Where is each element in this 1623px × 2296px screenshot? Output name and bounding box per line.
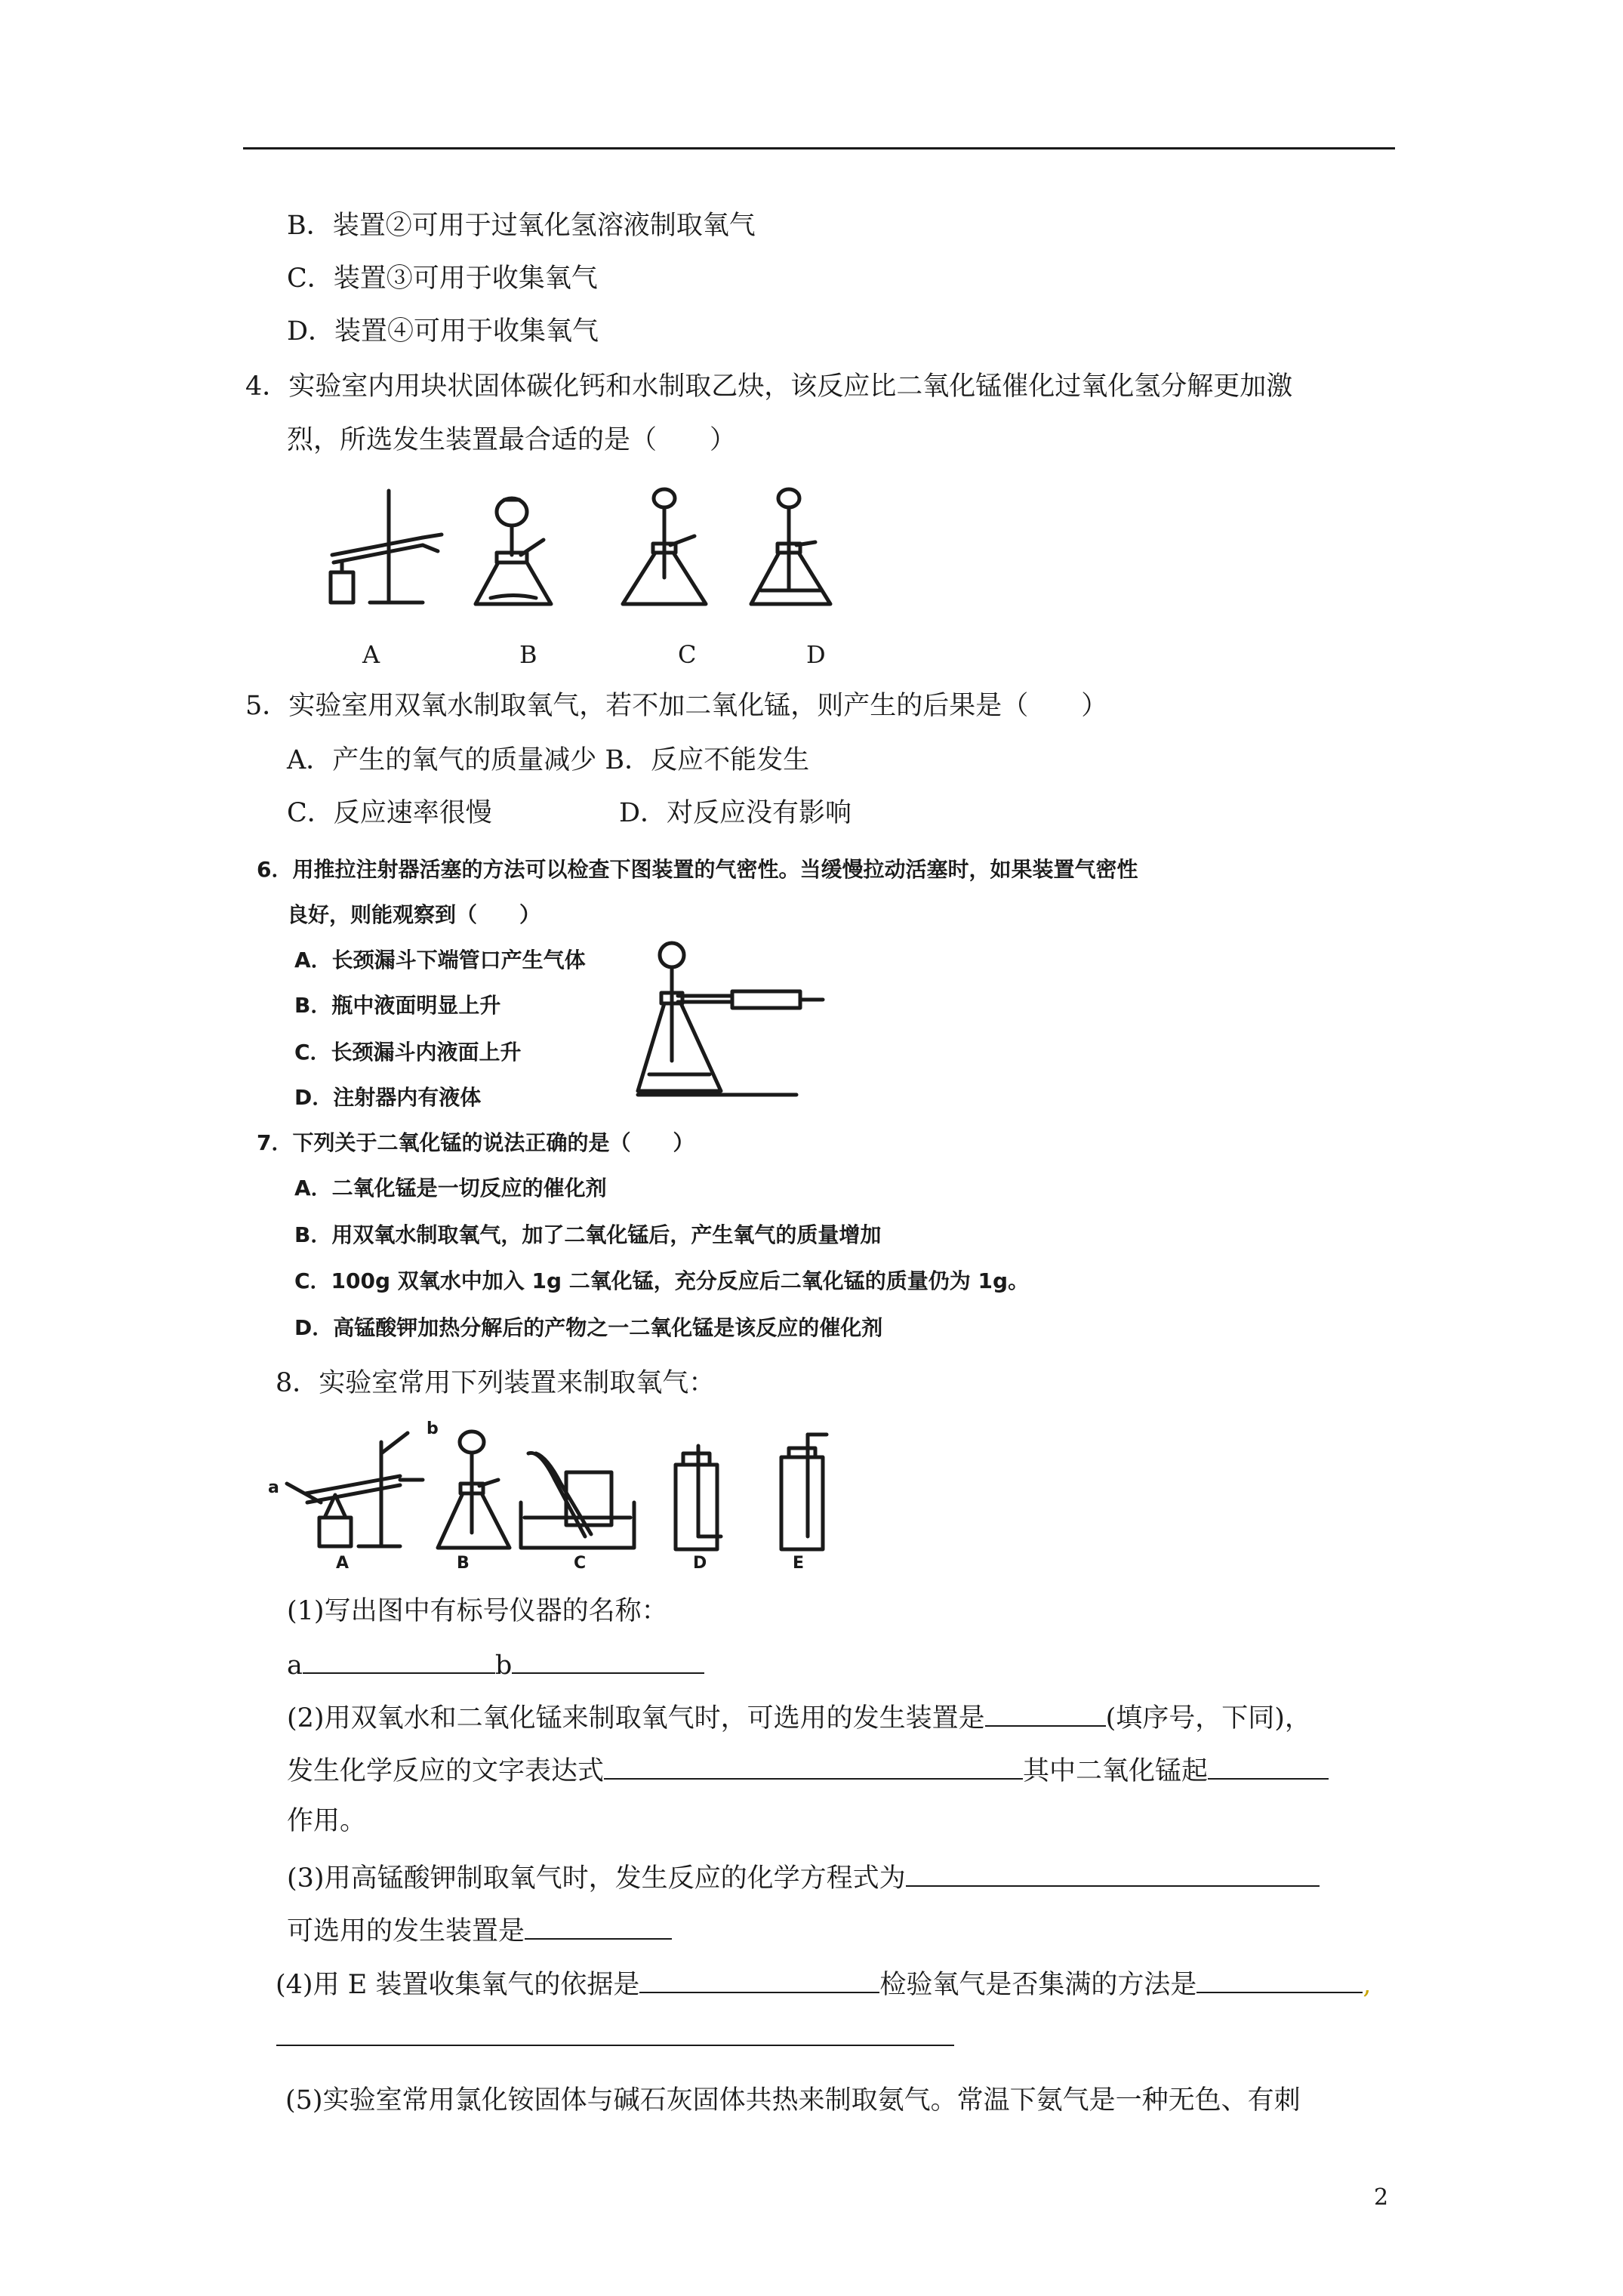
q8-part2-line2 [287, 1755, 1329, 1785]
q8-label-c: C [574, 1554, 587, 1573]
q4-stem-line1: 4．实验室内用块状固体碳化钙和水制取乙炔，该反应比二氧化锰催化过氧化氢分解更加激 [245, 371, 1293, 402]
q8-part3-line1 [287, 1863, 1320, 1892]
q8-apparatus-a [287, 1442, 423, 1546]
q8-part4-check-blank[interactable] [1196, 1969, 1363, 1993]
q8-part3-equation-blank[interactable] [906, 1863, 1320, 1887]
page-number: 2 [1374, 2184, 1389, 2211]
q6-option-c: C．长颈漏斗内液面上升 [294, 1040, 522, 1065]
q8-part2-line3: 作用。 [287, 1806, 367, 1836]
q5-option-ab: A．产生的氧气的质量减少 B．反应不能发生 [287, 745, 810, 775]
q8-part2-line1 [287, 1703, 1311, 1732]
q7-option-c: C．100g 双氧水中加入 1g 二氧化锰，充分反应后二氧化锰的质量仍为 1g。 [294, 1268, 1030, 1293]
q8-apparatus-b [438, 1432, 510, 1548]
q3-option-c: C．装置③可用于收集氧气 [287, 264, 598, 294]
q6-option-b: B．瓶中液面明显上升 [294, 993, 501, 1018]
q8-label-a: A [336, 1554, 350, 1573]
q8-part1-a-blank[interactable] [303, 1650, 495, 1674]
q8-apparatus-d [676, 1446, 721, 1549]
apparatus-a [331, 491, 442, 603]
q6-stem-line1: 6．用推拉注射器活塞的方法可以检查下图装置的气密性。当缓慢拉动活塞时，如果装置气密性 [257, 857, 1138, 882]
q8-part4-basis-blank[interactable] [639, 1969, 879, 1993]
q8-part2-equation-label: 发生化学反应的文字表达式 [287, 1756, 605, 1786]
q4-apparatus-figure [317, 483, 845, 619]
q8-label-d: D [693, 1554, 707, 1573]
q8-part2-device-blank[interactable] [985, 1703, 1106, 1727]
q8-apparatus-e [781, 1435, 827, 1549]
q8-part3-device-label: 可选用的发生装置是 [287, 1916, 525, 1946]
q8-label-e: E [793, 1554, 805, 1573]
apparatus-b [476, 498, 551, 604]
q8-part4-line1 [276, 1969, 1372, 1999]
q6-option-a: A．长颈漏斗下端管口产生气体 [294, 948, 586, 972]
q8-apparatus-figure [268, 1419, 842, 1570]
q8-part1-b-label: b [494, 1650, 513, 1681]
q8-label-a-pointer: a [268, 1478, 279, 1497]
q8-part5-text: (5)实验室常用氯化铵固体与碱石灰固体共热来制取氨气。常温下氨气是一种无色、有刺 [285, 2085, 1301, 2116]
q7-stem: 7．下列关于二氧化锰的说法正确的是（ ） [257, 1130, 694, 1155]
q4-label-d: D [806, 640, 826, 669]
q8-label-b: B [457, 1554, 470, 1573]
q6-stem-line2: 良好，则能观察到（ ） [287, 902, 541, 927]
q8-part2-role-label: 其中二氧化锰起 [1023, 1756, 1209, 1786]
q8-part2-prompt: (2)用双氧水和二氧化锰来制取氧气时，可选用的发生装置是 [287, 1703, 985, 1734]
q8-apparatus-c [521, 1453, 634, 1548]
apparatus-d [751, 489, 830, 604]
q8-part4-comma: , [1363, 1970, 1372, 2000]
q5-stem: 5．实验室用双氧水制取氧气，若不加二氧化锰，则产生的后果是（ ） [245, 691, 1108, 721]
header-rule [243, 147, 1395, 149]
q8-part4-basis-label: (4)用 E 装置收集氧气的依据是 [276, 1970, 640, 2000]
q8-part3-device-blank[interactable] [525, 1915, 672, 1940]
q8-part2-note: (填序号，下同)， [1105, 1703, 1311, 1734]
q4-label-c: C [678, 640, 697, 669]
q4-label-a: A [362, 640, 380, 669]
q6-option-d: D．注射器内有液体 [294, 1085, 482, 1110]
q7-option-d: D．高锰酸钾加热分解后的产物之一二氧化锰是该反应的催化剂 [294, 1315, 883, 1340]
apparatus-c [623, 489, 706, 604]
q8-part1-a-label: a [287, 1650, 303, 1681]
q8-part3-prompt: (3)用高锰酸钾制取氧气时，发生反应的化学方程式为 [287, 1863, 906, 1894]
q8-part4-continuation-blank[interactable] [276, 2045, 954, 2046]
q8-part3-line2 [287, 1915, 672, 1945]
q8-part4-check-label: 检验氧气是否集满的方法是 [879, 1970, 1197, 2000]
q5-option-d: D．对反应没有影响 [619, 798, 852, 828]
q7-option-a: A．二氧化锰是一切反应的催化剂 [294, 1176, 607, 1200]
q7-option-b: B．用双氧水制取氧气，加了二氧化锰后，产生氧气的质量增加 [294, 1222, 882, 1247]
q8-part1-b-blank[interactable] [512, 1650, 704, 1674]
q4-label-b: B [519, 640, 537, 669]
q8-stem: 8．实验室常用下列装置来制取氧气： [276, 1368, 716, 1398]
q6-syringe-apparatus [634, 940, 830, 1102]
q8-part2-equation-blank[interactable] [604, 1755, 1023, 1780]
q8-label-b-pointer: b [427, 1419, 439, 1438]
q8-part1-answer-line [287, 1650, 704, 1679]
q3-option-d: D．装置④可用于收集氧气 [287, 316, 599, 347]
q4-stem-line2: 烈，所选发生装置最合适的是（ ） [287, 425, 737, 455]
q5-option-c: C．反应速率很慢 [287, 798, 492, 828]
q8-part2-role-blank[interactable] [1208, 1755, 1329, 1780]
q8-part1-prompt: (1)写出图中有标号仪器的名称： [287, 1596, 668, 1626]
q3-option-b: B．装置②可用于过氧化氢溶液制取氧气 [287, 211, 756, 241]
